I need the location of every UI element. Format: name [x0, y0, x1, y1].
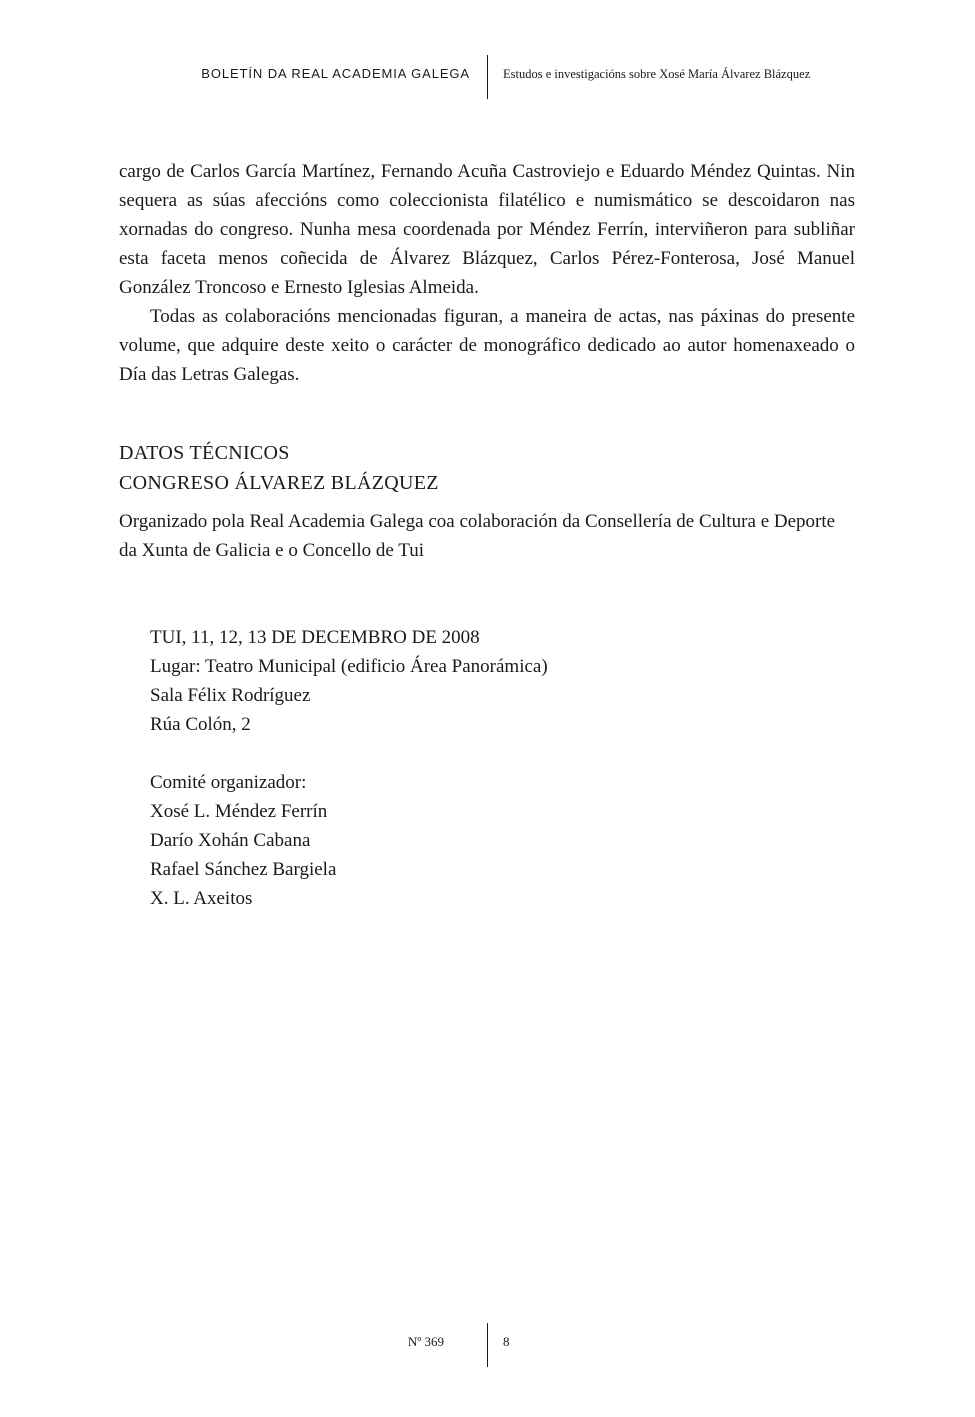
heading-datos-tecnicos: DATOS TÉCNICOS	[119, 442, 290, 464]
heading-congreso: CONGRESO ÁLVAREZ BLÁZQUEZ	[119, 472, 439, 494]
committee-member: Xosé L. Méndez Ferrín	[150, 801, 328, 822]
paragraph: cargo de Carlos García Martínez, Fernando Acuña Castroviejo e Eduardo Méndez Quintas. Nin sequera as súas afeccións como coleccionista filatélico e numismático se descoidaron nas xornadas do congreso. Nunha mesa coordenada por Méndez Ferrín, interviñeron para subliñar esta faceta menos coñecida de Álvarez Blázquez, Carlos Pérez-Fonterosa, José Manuel González Troncoso e Ernesto Iglesias Almeida.	[119, 161, 855, 298]
issue-number: Nº 369	[407, 1334, 444, 1349]
paragraph: Todas as colaboracións mencionadas figuran, a maneira de actas, nas páxinas do presente volume, que adquire deste xeito o carácter de monográfico dedicado ao autor homenaxeado o Día das Letras Galegas.	[119, 306, 855, 385]
journal-title: BOLETÍN DA REAL ACADEMIA GALEGA	[201, 66, 470, 81]
event-dates: TUI, 11, 12, 13 DE DECEMBRO DE 2008	[150, 627, 480, 648]
footer-divider	[487, 1323, 488, 1367]
section-title: Estudos e investigacións sobre Xosé María Álvarez Blázquez	[503, 67, 811, 81]
committee-label: Comité organizador:	[150, 772, 307, 793]
spacer	[150, 739, 548, 768]
header-divider	[487, 55, 488, 99]
committee-member: X. L. Axeitos	[150, 888, 253, 909]
event-venue: Lugar: Teatro Municipal (edificio Área Panorámica)	[150, 656, 548, 677]
page-number: 8	[503, 1334, 510, 1349]
committee-member: Darío Xohán Cabana	[150, 830, 311, 851]
event-address: Rúa Colón, 2	[150, 714, 251, 735]
committee-member: Rafael Sánchez Bargiela	[150, 859, 337, 880]
event-room: Sala Félix Rodríguez	[150, 685, 311, 706]
event-details	[150, 623, 548, 913]
organizer-text: Organizado pola Real Academia Galega coa colaboración da Consellería de Cultura e Deporte da Xunta de Galicia e o Concello de Tui	[119, 511, 836, 561]
section-heading	[119, 438, 439, 498]
body-text	[119, 157, 855, 389]
